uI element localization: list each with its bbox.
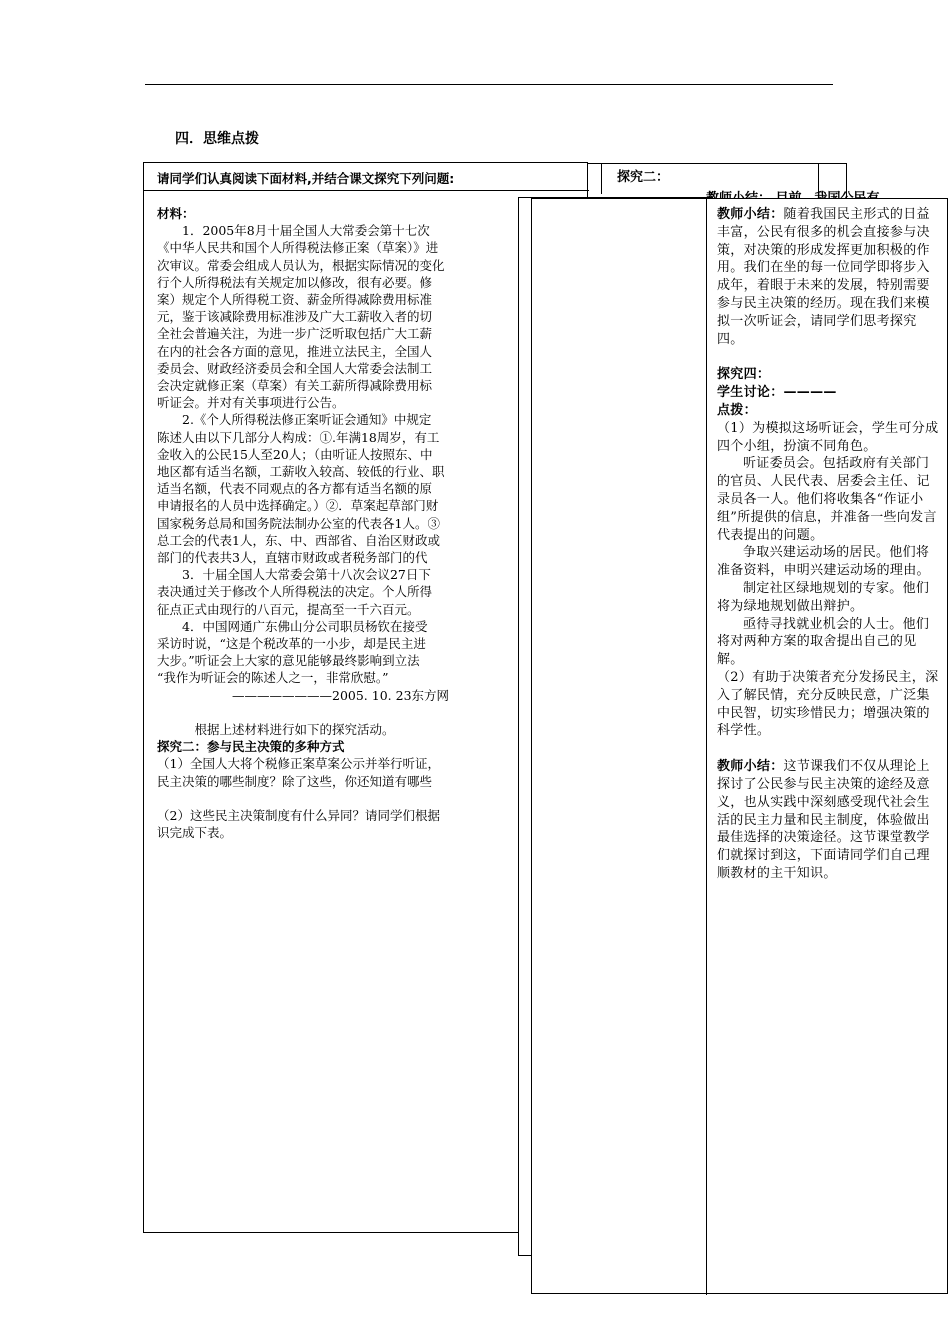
material-para-3-line: 表决通过关于修改个人所得税法的决定。个人所得	[157, 584, 433, 600]
explore2-header: 探究二：	[617, 170, 670, 185]
teacher-summary-2-text: 这节课我们不仅从理论上探讨了公民参与民主决策的途经及意义，也从实践中深刻感受现代社会生活的民主力量和民主制度，体验做出最佳选择的决策途径。这节课堂教学们就探讨到这，下面请同学们自己理顺教材的主干知识。	[717, 759, 930, 881]
material-para-1-line: 元，鉴于该减除费用标准涉及广大工薪收入者的切	[157, 309, 433, 325]
material-para-3-line: 3．十届全国人大常委会第十八次会议27日下	[182, 567, 431, 583]
material-para-1-line: 全社会普遍关注，为进一步广泛听取包括广大工薪	[157, 326, 433, 342]
teacher-summary-1-text: 随着我国民主形式的日益丰富，公民有很多的机会直接参与决策，对决策的形成发挥更加积极的作用。我们在坐的每一位同学即将步入成年，着眼于未来的发展，特别需要参与民主决策的经历。现在我们来模拟一次听证会，请同学们思考探究四。	[717, 207, 930, 347]
material-para-4-line: “我作为听证会的陈述人之一，非常欣慰。”	[157, 670, 389, 686]
material-para-2-line: 金收入的公民15人至20人；（由听证人按照东、中	[157, 446, 433, 462]
material-para-2-line: 部门的代表共3人，直辖市财政或者税务部门的代	[157, 550, 428, 566]
material-para-1-line: 委员会、财政经济委员会和全国人大常委会法制工	[157, 360, 433, 376]
material-para-1-line: 在内的社会各方面的意见，推进立法民主，全国人	[157, 343, 433, 359]
teacher-summary-1	[717, 206, 941, 348]
lead-text: 根据上述材料进行如下的探究活动。	[194, 721, 395, 737]
material-para-1-line: 次审议。常委会组成人员认为，根据实际情况的变化	[157, 257, 445, 273]
material-para-1-line: 行个人所得税法有关规定加以修改，很有必要。修	[157, 274, 433, 290]
material-para-1-line: 案）规定个人所得税工资、薪金所得减除费用标准	[157, 292, 433, 308]
material-para-2-line: 国家税务总局和国务院法制办公室的代表各1人。③	[157, 515, 440, 531]
material-source: ————————2005. 10. 23东方网	[232, 687, 450, 703]
material-para-4-line: 大步。”听证会上大家的意见能够最终影响到立法	[157, 653, 420, 669]
explore4-label: 探究四：	[717, 367, 771, 383]
top-rule	[145, 84, 833, 85]
instruction-text: 请同学们认真阅读下面材料,并结合课文探究下列问题:	[157, 171, 455, 186]
teacher-summary-2	[717, 758, 941, 883]
teacher-panel-divider	[706, 199, 707, 1295]
explore2-q1-line: 民主决策的哪些制度？除了这些，你还知道有哪些	[157, 773, 433, 789]
teacher-summary-1-label: 教师小结：	[717, 207, 784, 222]
material-para-1-line: 1．2005年8月十届全国人大常委会第十七次	[182, 223, 430, 239]
instruction-divider	[144, 190, 589, 191]
explore2-q2-line: （2）这些民主决策制度有什么异同？请同学们根据	[157, 807, 440, 823]
explore2-q1-line: （1）全国人大将个税修正案草案公示并举行听证，	[157, 756, 440, 772]
material-para-3-line: 征点正式由现行的八百元，提高至一千六百元。	[157, 601, 420, 617]
section-heading: 四．思维点拨	[175, 131, 259, 147]
material-para-4-line: 采访时说，“这是个税改革的一小步，却是民主进	[157, 636, 426, 652]
tip-1: （1）为模拟这场听证会，学生可分成四个小组，扮演不同角色。	[717, 420, 939, 454]
explore2-q2-line: 识完成下表。	[157, 824, 233, 840]
material-para-1-line: 听证会。并对有关事项进行公告。	[157, 395, 345, 411]
material-para-2-line: 申请报名的人员中选择确定。）②．草案起草部门财	[157, 498, 439, 514]
material-para-4-line: 4．中国网通广东佛山分公司职员杨钦在接受	[182, 618, 428, 634]
material-para-1-line: 《中华人民共和国个人所得税法修正案（草案）》进	[157, 240, 439, 256]
role-2: 争取兴建运动场的居民。他们将准备资料，申明兴建运动场的理由。	[717, 545, 930, 579]
teacher-summary-2-label: 教师小结：	[717, 759, 784, 775]
material-para-1-line: 会决定就修正案（草案）有关工薪所得减除费用标	[157, 378, 433, 394]
material-label: 材料：	[157, 206, 195, 221]
role-1: 听证委员会。包括政府有关部门的官员、人民代表、居委会主任、记录员各一人。他们将收集各“作证小组”所提供的信息，并准备一些向发言代表提出的问题。	[717, 456, 937, 543]
tip-2: （2）有助于决策者充分发扬民主，深入了解民情，充分反映民意，广泛集中民智，切实珍惜民力；增强决策的科学性。	[717, 669, 939, 739]
role-3: 制定社区绿地规划的专家。他们将为绿地规划做出辩护。	[717, 580, 930, 614]
material-para-2-line: 2.《个人所得税法修正案听证会通知》中规定	[182, 412, 432, 428]
explore2-title: 探究二：参与民主决策的多种方式	[157, 739, 345, 755]
teacher-panel	[531, 198, 948, 1294]
material-para-2-line: 适当名额，代表不同观点的各方都有适当名额的原	[157, 481, 433, 497]
material-para-2-line: 陈述人由以下几部分人构成：①.年满18周岁，有工	[157, 429, 440, 445]
student-discussion: 学生讨论：————	[717, 385, 837, 401]
material-para-2-line: 地区都有适当名额，工薪收入较高、较低的行业、职	[157, 464, 445, 480]
material-para-2-line: 总工会的代表1人，东、中、西部省、自治区财政或	[157, 532, 440, 548]
role-4: 亟待寻找就业机会的人士。他们将对两种方案的取舍提出自己的见解。	[717, 616, 930, 668]
back-panel-divider	[601, 164, 602, 194]
tip-label: 点拨：	[717, 402, 757, 418]
